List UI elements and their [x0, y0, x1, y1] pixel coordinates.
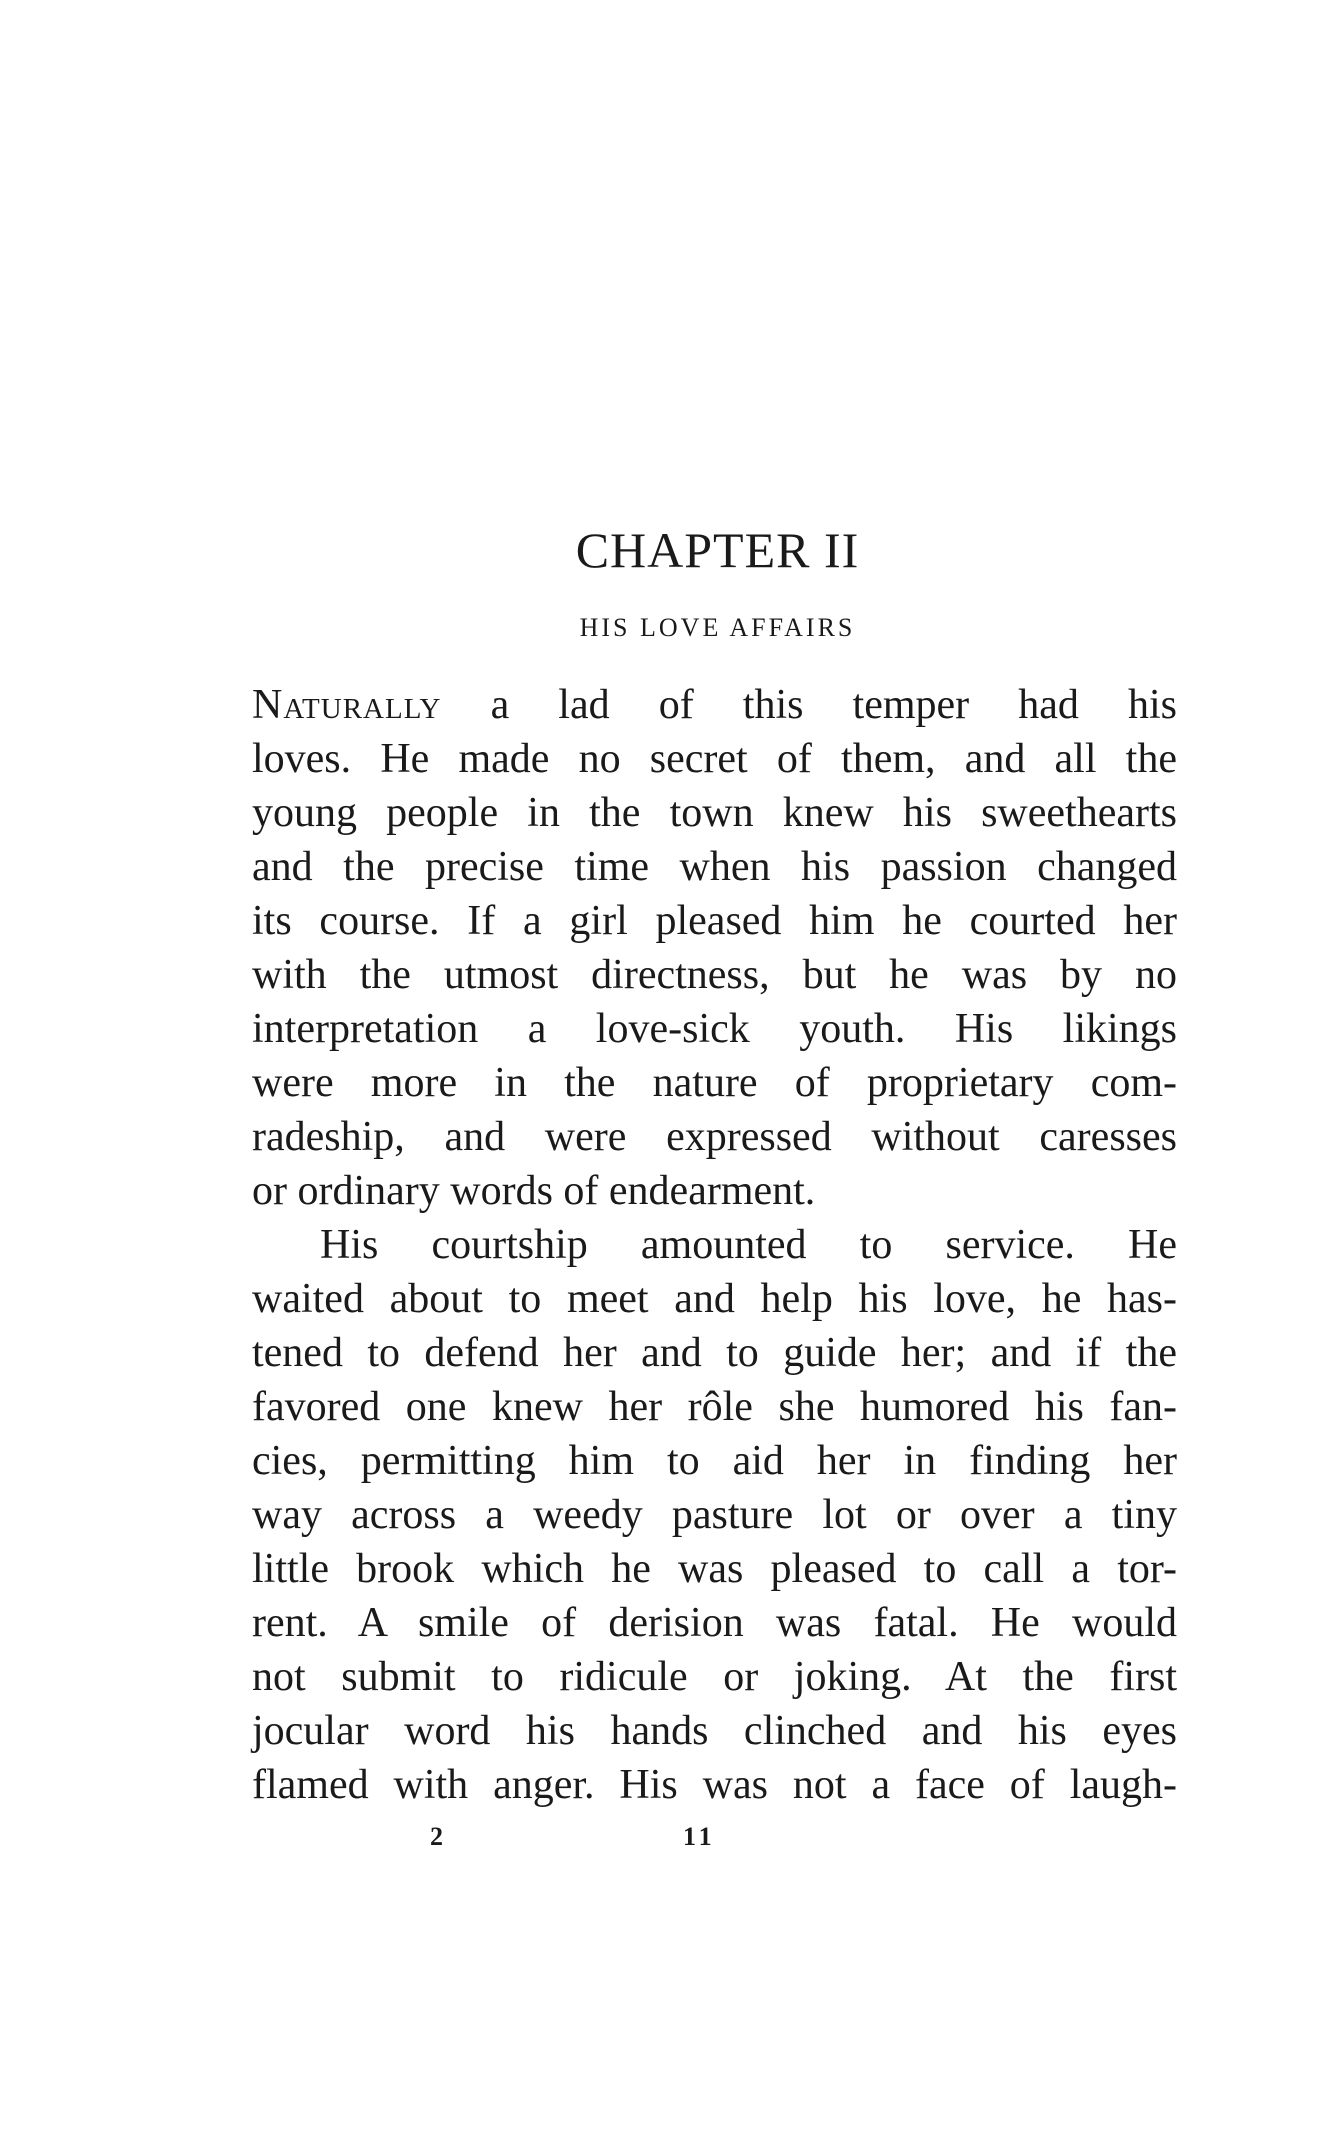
paragraph-1-line: with the utmost directness, but he was by no	[252, 952, 1177, 998]
paragraph-1-line: and the precise time when his passion changed	[252, 844, 1177, 890]
paragraph-1-line: were more in the nature of proprietary com-	[252, 1060, 1177, 1106]
chapter-subtitle: HIS LOVE AFFAIRS	[579, 613, 856, 642]
paragraph-2-line: rent. A smile of derision was fatal. He would	[252, 1600, 1177, 1646]
paragraph-2-line: little brook which he was pleased to call a tor-	[252, 1546, 1177, 1592]
paragraph-1-line: loves. He made no secret of them, and all the	[252, 736, 1177, 782]
paragraph-1-line: interpretation a love-sick youth. His likings	[252, 1006, 1177, 1052]
signature-mark: 2	[430, 1822, 447, 1851]
paragraph-1-line: young people in the town knew his sweethearts	[252, 790, 1177, 836]
paragraph-1-line: radeship, and were expressed without caresses	[252, 1114, 1177, 1160]
paragraph-2-line-1: His courtship amounted to service. He	[320, 1222, 1177, 1268]
paragraph-1-line: its course. If a girl pleased him he courted her	[252, 898, 1177, 944]
paragraph-2-line: flamed with anger. His was not a face of laugh-	[252, 1762, 1177, 1808]
page-number: 11	[683, 1822, 716, 1851]
paragraph-1-line-1: Naturally a lad of this temper had his	[252, 682, 1177, 728]
lead-word: Naturally	[252, 682, 442, 728]
paragraph-2-line: jocular word his hands clinched and his eyes	[252, 1708, 1177, 1754]
chapter-title: CHAPTER II	[575, 522, 860, 578]
paragraph-2-line: tened to defend her and to guide her; and if the	[252, 1330, 1177, 1376]
paragraph-2-line: favored one knew her rôle she humored his fan-	[252, 1384, 1177, 1430]
paragraph-1-line: or ordinary words of endearment.	[252, 1168, 816, 1214]
body-text	[252, 678, 1177, 1812]
paragraph-2-line: not submit to ridicule or joking. At the first	[252, 1654, 1177, 1700]
paragraph-2-line: way across a weedy pasture lot or over a tiny	[252, 1492, 1177, 1538]
paragraph-2-line: waited about to meet and help his love, he has-	[252, 1276, 1177, 1322]
paragraph-2-line: cies, permitting him to aid her in finding her	[252, 1438, 1177, 1484]
